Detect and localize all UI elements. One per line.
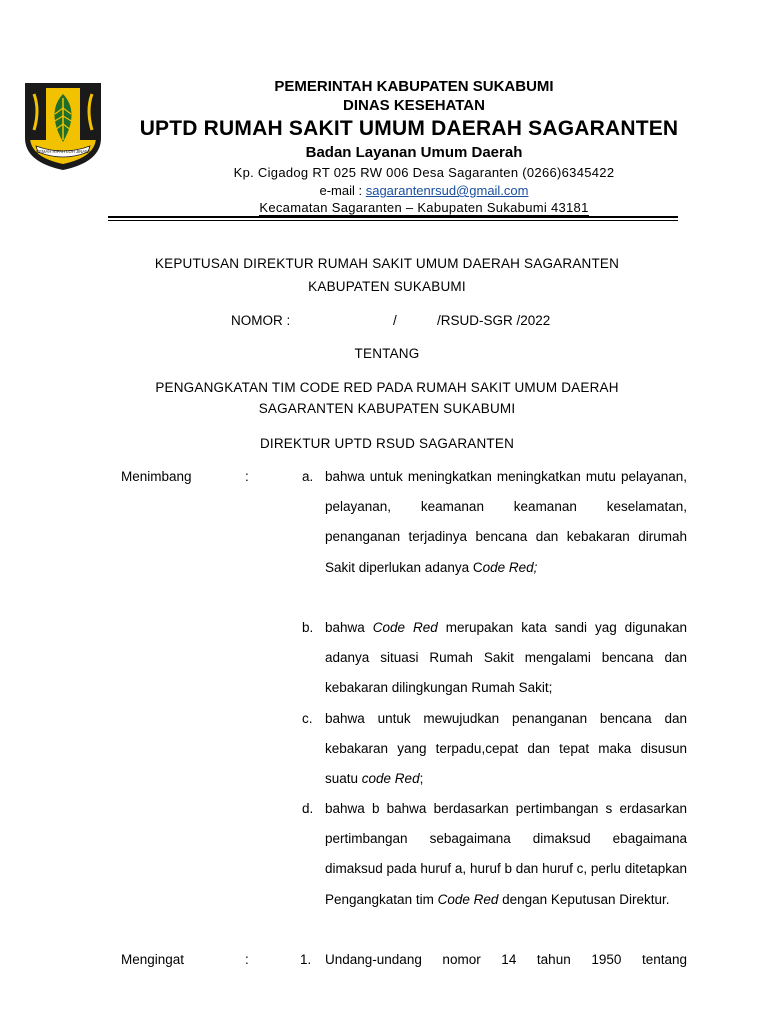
mengingat-item-1: Undang-undang nomor 14 tahun 1950 tentang	[325, 952, 687, 967]
email-line	[40, 183, 768, 198]
hospital-name: UPTD RUMAH SAKIT UMUM DAERAH SAGARANTEN	[139, 117, 679, 140]
item-a-italic: ode Red;	[482, 559, 538, 575]
subject-line2: SAGARANTEN KABUPATEN SUKABUMI	[258, 401, 516, 416]
tentang-heading: TENTANG	[354, 346, 420, 361]
menimbang-item-d	[325, 794, 687, 915]
item-b-italic: Code Red	[372, 620, 438, 635]
logo-motto: GEMAH RIPAH LOH JINAWI	[36, 149, 90, 154]
item-c-italic: code Red	[361, 771, 420, 787]
item-d-italic: Code Red	[437, 891, 499, 907]
item-d-text-2: dengan Keputusan Direktur.	[498, 891, 670, 907]
mengingat-colon: :	[245, 952, 249, 967]
nomor-slash: /	[393, 313, 397, 328]
director-heading: DIREKTUR UPTD RSUD SAGARANTEN	[259, 436, 515, 451]
menimbang-item-b	[325, 613, 687, 704]
government-name: PEMERINTAH KABUPATEN SUKABUMI	[274, 78, 554, 95]
header-divider-thin	[108, 220, 678, 221]
item-b-text-2: merupakan kata sandi yag digunakan adanya situasi Rumah Sakit mengalami bencana dan kebakaran dilingkungan Rumah Sakit;	[325, 620, 687, 696]
menimbang-item-a	[325, 462, 687, 583]
menimbang-label: Menimbang	[121, 469, 192, 484]
menimbang-item-c	[325, 704, 687, 795]
item-marker-a: a.	[302, 469, 314, 484]
district-text: Kecamatan Sagaranten – Kabupaten Sukabumi 43181	[259, 200, 589, 215]
email-label: e-mail :	[319, 183, 366, 198]
item-d-text: bahwa b bahwa berdasarkan pertimbangan s erdasarkan pertimbangan sebagaimana dimaksud ebagaimana dimaksud pada huruf a, huruf b dan huruf c, perlu ditetapkan Pengangkatan tim	[325, 801, 687, 907]
email-link[interactable]: sagarantenrsud@gmail.com	[365, 183, 529, 198]
header-divider-thick	[108, 216, 678, 218]
agency-type: Badan Layanan Umum Daerah	[305, 144, 523, 161]
mengingat-label: Mengingat	[121, 952, 185, 967]
item-c-text-2: ;	[419, 771, 424, 787]
item-marker-d: d.	[302, 801, 314, 816]
item-c-text: bahwa untuk mewujudkan penanganan bencana dan kebakaran yang terpadu,cepat dan tepat maka disusun suatu	[325, 711, 687, 787]
menimbang-colon: :	[245, 469, 249, 484]
item-marker-b: b.	[302, 620, 314, 635]
address-line: Kp. Cigadog RT 025 RW 006 Desa Sagaranten (0266)6345422	[233, 165, 615, 180]
mengingat-marker-1: 1.	[300, 952, 312, 967]
nomor-suffix: /RSUD-SGR /2022	[437, 313, 551, 328]
department-name: DINAS KESEHATAN	[343, 97, 485, 114]
subject-line1: PENGANGKATAN TIM CODE RED PADA RUMAH SAKIT UMUM DAERAH	[155, 380, 619, 395]
district-line	[40, 200, 768, 215]
item-a-text: bahwa untuk meningkatkan meningkatkan mutu pelayanan, pelayanan, keamanan keamanan keselamatan, penanganan terjadinya bencana dan kebakaran dirumah Sakit diperlukan adanya C	[325, 469, 687, 575]
decree-title-line1: KEPUTUSAN DIREKTUR RUMAH SAKIT UMUM DAERAH SAGARANTEN	[154, 256, 620, 271]
item-marker-c: c.	[302, 711, 313, 726]
item-b-text: bahwa	[325, 620, 373, 635]
decree-title-line2: KABUPATEN SUKABUMI	[308, 279, 466, 294]
nomor-label: NOMOR :	[231, 313, 291, 328]
